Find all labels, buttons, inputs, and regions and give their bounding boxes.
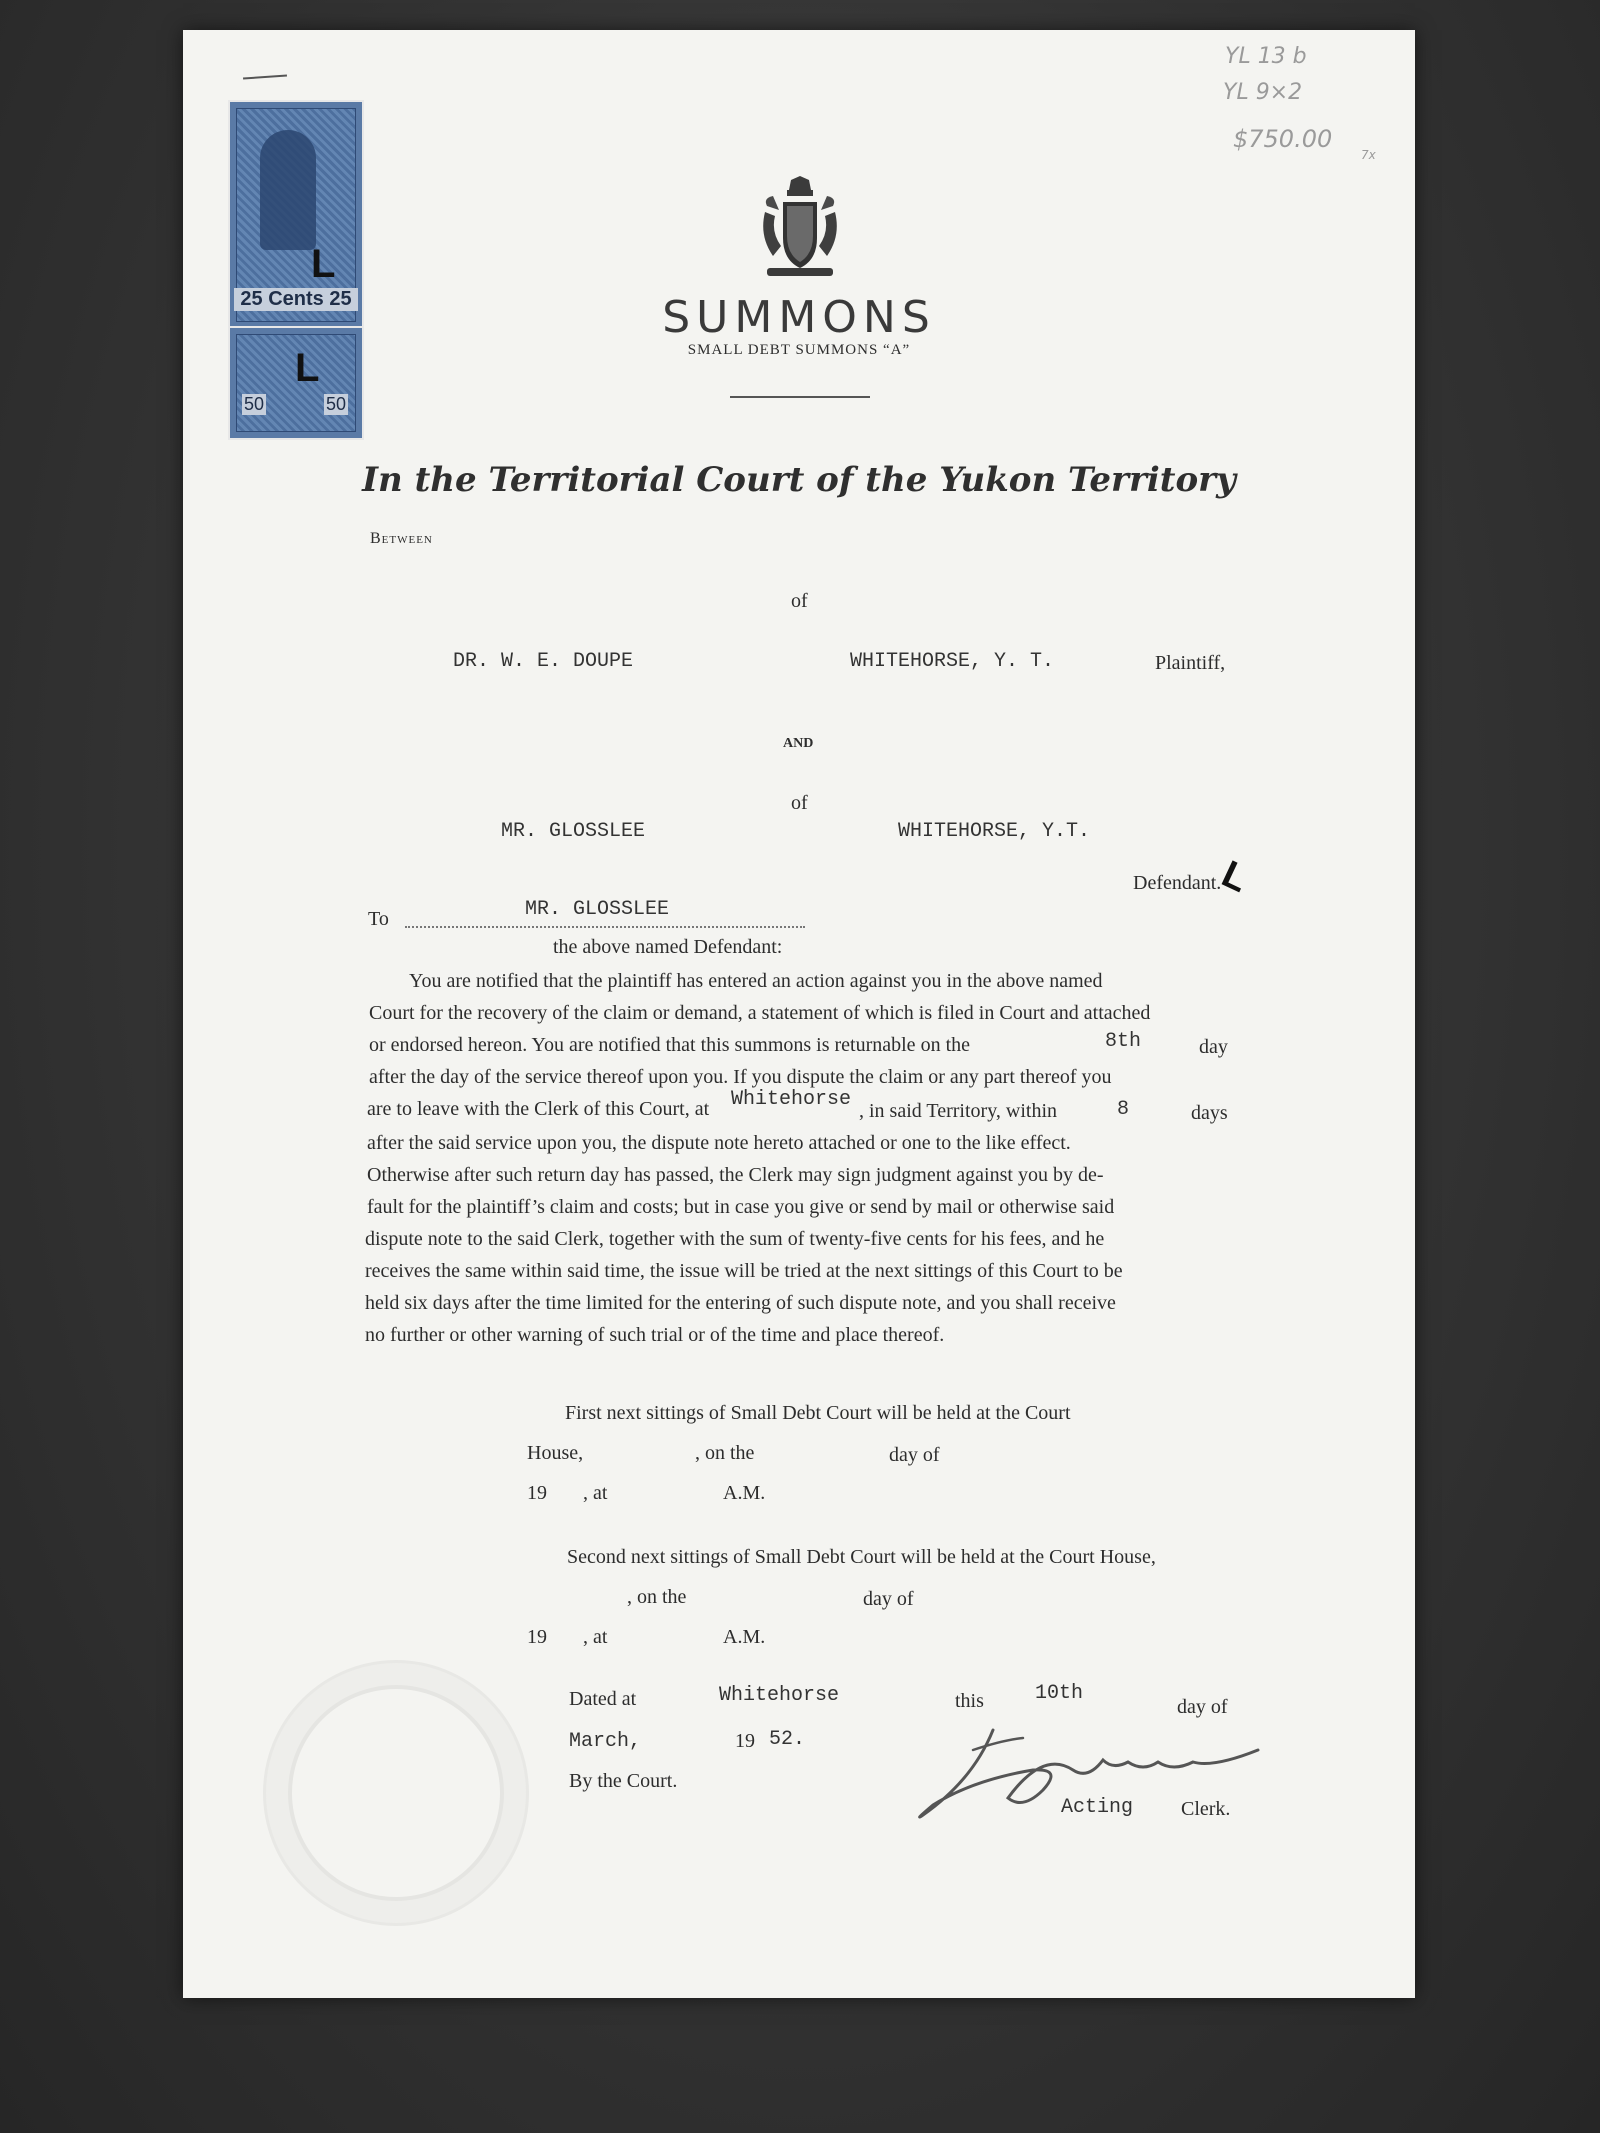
defendant-cancel-mark: L bbox=[1215, 853, 1255, 901]
second-sitting-day-of: day of bbox=[863, 1588, 914, 1610]
summons-document bbox=[183, 30, 1415, 1998]
second-sitting-line: Second next sittings of Small Debt Court will be held at the Court House, bbox=[567, 1546, 1156, 1568]
notice-line-9: dispute note to the said Clerk, together with the sum of twenty-five cents for his fees, and he bbox=[365, 1228, 1105, 1250]
notice-line-7: Otherwise after such return day has passed, the Clerk may sign judgment against you by de- bbox=[367, 1164, 1104, 1186]
margin-note-3: $750.00 bbox=[1233, 125, 1333, 153]
notice-line-1: You are notified that the plaintiff has entered an action against you in the above named bbox=[409, 970, 1103, 992]
pencil-stroke bbox=[243, 74, 287, 79]
margin-note-2: YL 9×2 bbox=[1223, 80, 1303, 105]
dated-day-of: day of bbox=[1177, 1696, 1228, 1718]
dated-month: March, bbox=[569, 1730, 642, 1753]
to-name: MR. GLOSSLEE bbox=[525, 898, 670, 921]
stamp-cancel-mark-2: L bbox=[295, 346, 320, 390]
plaintiff-name: DR. W. E. DOUPE bbox=[453, 650, 634, 673]
first-sitting-am: A.M. bbox=[723, 1482, 766, 1504]
second-sitting-on-the: , on the bbox=[627, 1586, 687, 1608]
notice-line-12: no further or other warning of such trial or of the time and place thereof. bbox=[365, 1324, 945, 1346]
dated-place: Whitehorse bbox=[719, 1684, 840, 1707]
return-day: 8th bbox=[1105, 1030, 1142, 1053]
notice-line-6: after the said service upon you, the dispute note hereto attached or one to the like effect. bbox=[367, 1132, 1071, 1154]
plaintiff-label: Plaintiff, bbox=[1155, 652, 1226, 674]
notice-line-10: receives the same within said time, the issue will be tried at the next sittings of this Court to be bbox=[365, 1260, 1123, 1282]
court-place: Whitehorse bbox=[731, 1088, 852, 1111]
stamp-cancel-mark-1: L bbox=[311, 242, 336, 286]
court-heading: In the Territorial Court of the Yukon Territory bbox=[362, 460, 1236, 500]
plaintiff-place: WHITEHORSE, Y. T. bbox=[850, 650, 1055, 673]
first-sitting-line: First next sittings of Small Debt Court will be held at the Court bbox=[565, 1402, 1071, 1424]
to-label: To bbox=[368, 908, 389, 930]
document-subtitle: SMALL DEBT SUMMONS “A” bbox=[687, 342, 911, 358]
to-suffix: the above named Defendant: bbox=[553, 936, 783, 958]
notice-line-5-territory: , in said Territory, within bbox=[859, 1100, 1058, 1122]
notice-line-4: after the day of the service thereof upon you. If you dispute the claim or any part thereof you bbox=[369, 1066, 1112, 1088]
stamp-value-left: 50 bbox=[244, 394, 265, 414]
defendant-place: WHITEHORSE, Y.T. bbox=[898, 820, 1091, 843]
second-sitting-at: , at bbox=[583, 1626, 608, 1648]
notice-line-5-days: days bbox=[1191, 1102, 1228, 1124]
first-sitting-on-the: , on the bbox=[695, 1442, 755, 1464]
defendant-name: MR. GLOSSLEE bbox=[501, 820, 646, 843]
margin-note-1: YL 13 b bbox=[1225, 44, 1307, 69]
dated-this: this bbox=[955, 1690, 984, 1712]
first-sitting-year: 19 bbox=[527, 1482, 547, 1504]
document-title: SUMMONS bbox=[662, 292, 936, 343]
coat-of-arms-icon bbox=[759, 176, 841, 286]
dated-day: 10th bbox=[1035, 1682, 1084, 1705]
defendant-of-label: of bbox=[791, 792, 808, 814]
second-sitting-year: 19 bbox=[527, 1626, 547, 1648]
dispute-days: 8 bbox=[1117, 1098, 1130, 1121]
notice-line-8: fault for the plaintiff’s claim and costs; but in case you give or send by mail or otherwise said bbox=[367, 1196, 1115, 1218]
by-the-court: By the Court. bbox=[569, 1770, 678, 1792]
allegory-figure-icon bbox=[260, 130, 316, 250]
embossed-court-seal bbox=[263, 1660, 529, 1926]
dated-label: Dated at bbox=[569, 1688, 637, 1710]
clerk-label: Clerk. bbox=[1181, 1798, 1231, 1820]
first-sitting-at: , at bbox=[583, 1482, 608, 1504]
stamp-value-label: 25 Cents 25 bbox=[234, 288, 358, 311]
notice-line-11: held six days after the time limited for the entering of such dispute note, and you shall receive bbox=[365, 1292, 1116, 1314]
notice-line-5: are to leave with the Clerk of this Court, at bbox=[367, 1098, 710, 1120]
plaintiff-of-label: of bbox=[791, 590, 808, 612]
title-divider bbox=[730, 396, 870, 398]
and-label: AND bbox=[783, 736, 814, 751]
notice-line-2: Court for the recovery of the claim or demand, a statement of which is filed in Court and attached bbox=[369, 1002, 1151, 1024]
first-sitting-day-of: day of bbox=[889, 1444, 940, 1466]
stamp-value-right: 50 bbox=[326, 394, 347, 414]
acting-label: Acting bbox=[1061, 1796, 1134, 1819]
second-sitting-am: A.M. bbox=[723, 1626, 766, 1648]
dated-year: 52. bbox=[769, 1728, 806, 1751]
defendant-label: Defendant. bbox=[1133, 872, 1222, 894]
between-label: Between bbox=[370, 530, 433, 547]
notice-line-3-day: day bbox=[1199, 1036, 1228, 1058]
first-sitting-house: House, bbox=[527, 1442, 584, 1464]
dated-year-prefix: 19 bbox=[735, 1730, 755, 1752]
notice-line-3: or endorsed hereon. You are notified that this summons is returnable on the bbox=[369, 1034, 970, 1056]
margin-note-4: 7x bbox=[1361, 148, 1376, 162]
